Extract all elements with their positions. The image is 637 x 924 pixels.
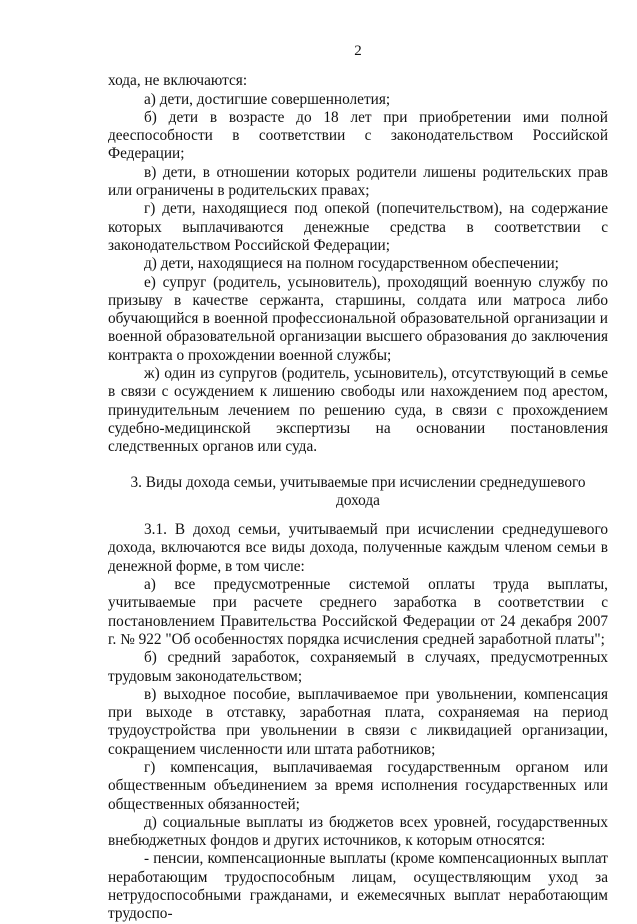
section-heading: 3. Виды дохода семьи, учитываемые при исчислении среднедушевого дохода [130,473,586,509]
list-item-a: а) все предусмотренные системой оплаты труда выплаты, учитываемые при расчете среднего заработка в соответствии с постановлением Правительства Российской Федерации от 24 декабря 2007 г. № 922 "Об особенностях порядка исчисления средней заработной платы"; [108,576,608,648]
clause-3-1: 3.1. В доход семьи, учитываемый при исчислении среднедушевого дохода, включаются все виды дохода, полученные каждым членом семьи в денежной форме, в том числе: [108,521,608,575]
list-item-d: д) дети, находящиеся на полном государственном обеспечении; [144,255,559,273]
list-item-zh: ж) один из супругов (родитель, усыновитель), отсутствующий в семье в связи с осуждением к лишению свободы или нахождением под арестом, принудительным лечением по решению суда, в связи с прохождением судебно-медицинской экспертизы на основании постановления следственных органов или суда. [108,365,608,456]
document-page [108,42,608,924]
list-item-b: б) средний заработок, сохраняемый в случаях, предусмотренных трудовым законодательством; [108,649,608,685]
list-item-v: в) дети, в отношении которых родители лишены родительских прав или ограничены в родительских правах; [108,163,608,200]
list-item-a: а) дети, достигшие совершеннолетия; [144,90,391,108]
list-item-d: д) социальные выплаты из бюджетов всех уровней, государственных внебюджетных фондов и других источников, к которым относятся: [108,813,608,850]
list-item-g: г) дети, находящиеся под опекой (попечительством), на содержание которых выплачиваются денежные средства в соответствии с законодательством Российской Федерации; [108,200,608,254]
list-item-g: г) компенсация, выплачиваемая государственным органом или общественным объединением за время исполнения государственных или общественных обязанностей; [108,758,608,813]
page-number: 2 [354,43,362,59]
list-item-b: б) дети в возрасте до 18 лет при приобретении ими полной дееспособности в соответствии с законодательством Российской Федерации; [108,108,608,163]
list-item-e: е) супруг (родитель, усыновитель), проходящий военную службу по призыву в качестве сержанта, старшины, солдата или матроса либо обучающийся в военной профессиональной образовательной организации и военной образовательной организации высшего образования до заключения контракта о прохождении военной службы; [108,273,608,364]
paragraph: хода, не включаются: [108,72,248,90]
list-item-dash: - пенсии, компенсационные выплаты (кроме компенсационных выплат неработающим трудоспособным лицам, осуществляющим уход за нетрудоспособными гражданами, и ежемесячных выплат неработающим трудоспо- [108,850,608,923]
list-item-v: в) выходное пособие, выплачиваемое при увольнении, компенсация при выходе в отставку, заработная плата, сохраняемая на период трудоустройства при увольнении в связи с ликвидацией организации, сокращением численности или штата работников; [108,685,608,758]
